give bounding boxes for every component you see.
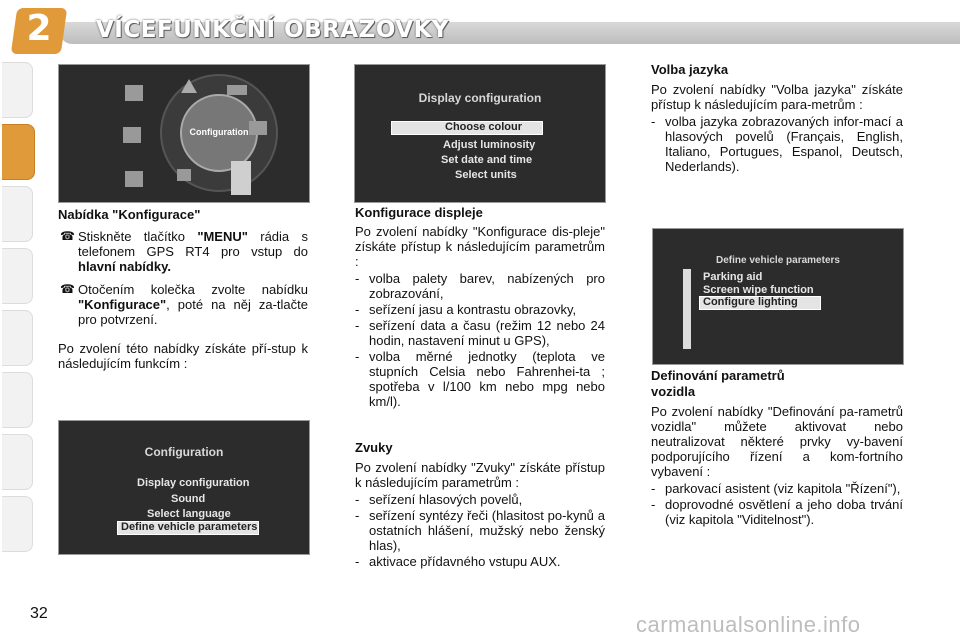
display-config-image <box>354 64 606 203</box>
chapter-tab[interactable] <box>2 186 33 242</box>
paragraph: Po zvolení nabídky "Definování pa-rametrů vozidla" můžete aktivovat nebo neutralizovat některé prvky vy-bavení podporujícího řízení a kom-fortního vybavení : <box>651 404 903 479</box>
chapter-tab[interactable] <box>2 496 33 552</box>
menu-item: Select units <box>455 169 517 181</box>
section-heading: Nabídka "Konfigurace" <box>58 207 201 222</box>
chapter-number: 2 <box>26 8 52 49</box>
section-heading: Definování parametrů vozidla <box>651 368 785 399</box>
section-konfigurace <box>58 207 308 371</box>
step-item: ☎ Stiskněte tlačítko "MENU" rádia s telefonem GPS RT4 pro vstup do hlavní nabídky. <box>60 229 308 274</box>
chapter-tab[interactable] <box>2 310 33 366</box>
wheel-center-label: Configuration <box>189 127 249 137</box>
section-sounds <box>355 440 605 570</box>
section-vehicle-params <box>651 368 903 528</box>
list-item: - aktivace přídavného vstupu AUX. <box>355 554 605 569</box>
screen-title: Define vehicle parameters <box>716 255 840 266</box>
step-list <box>58 229 308 327</box>
phone-icon: ☎ <box>60 229 75 243</box>
param-list <box>355 271 605 409</box>
menu-item: Parking aid <box>703 271 763 283</box>
chapter-tab[interactable] <box>2 434 33 490</box>
chapter-tab[interactable] <box>2 62 33 118</box>
paragraph: Po zvolení nabídky "Konfigurace dis-pleje" získáte přístup k následujícím parametrům : <box>355 224 605 269</box>
menu-item: Display configuration <box>137 477 250 489</box>
menu-item: Configure lighting <box>703 296 798 308</box>
section-language <box>651 62 903 175</box>
chapter-tab[interactable] <box>2 372 33 428</box>
param-list <box>355 492 605 569</box>
list-item: - volba palety barev, nabízených pro zobrazování, <box>355 271 605 301</box>
chapter-tab-active[interactable] <box>2 124 35 180</box>
watermark: carmanualsonline.info <box>636 612 861 637</box>
list-item: - volba měrné jednotky (teplota ve stupních Celsia nebo Fahrenhei-ta ; spotřeba v l/100 km nebo mpg nebo km/l). <box>355 349 605 409</box>
section-heading: Konfigurace displeje <box>355 205 483 220</box>
paragraph: Po zvolení nabídky "Zvuky" získáte přístup k následujícím parametrům : <box>355 460 605 490</box>
scrollbar <box>683 269 691 349</box>
section-heading: Volba jazyka <box>651 62 729 77</box>
page-title: VÍCEFUNKČNÍ OBRAZOVKY <box>96 17 450 43</box>
vehicle-params-image <box>652 228 904 365</box>
menu-item: Define vehicle parameters <box>121 521 258 533</box>
paragraph: Po zvolení této nabídky získáte pří-stup k následujícím funkcím : <box>58 341 308 371</box>
param-list <box>651 114 903 174</box>
list-item: - volba jazyka zobrazovaných infor-mací a hlasových povelů (Français, English, Italiano, Portugues, Espanol, Deutsch, Nederlands). <box>651 114 903 174</box>
wheel-menu-image <box>58 64 310 203</box>
phone-icon: ☎ <box>60 282 75 296</box>
list-item: - seřízení syntézy řeči (hlasitost po-kynů a ostatních hlášení, mužský nebo ženský hlas), <box>355 508 605 553</box>
list-item: - doprovodné osvětlení a jeho doba trvání (viz kapitola "Viditelnost"). <box>651 497 903 527</box>
paragraph: Po zvolení nabídky "Volba jazyka" získáte přístup k následujícím para-metrům : <box>651 82 903 112</box>
screen-title: Display configuration <box>418 91 542 105</box>
chapter-tab[interactable] <box>2 248 33 304</box>
screen-title: Configuration <box>144 445 224 459</box>
param-list <box>651 481 903 527</box>
menu-item: Choose colour <box>445 121 523 133</box>
page-number: 32 <box>30 605 48 622</box>
step-item: ☎ Otočením kolečka zvolte nabídku "Konfigurace", poté na něj za-tlačte pro potvrzení. <box>60 282 308 327</box>
list-item: - seřízení hlasových povelů, <box>355 492 605 507</box>
menu-item: Screen wipe function <box>703 284 814 296</box>
chapter-tabs <box>0 62 34 582</box>
list-item: - seřízení jasu a kontrastu obrazovky, <box>355 302 605 317</box>
configuration-image <box>58 420 310 555</box>
menu-item: Select language <box>147 508 231 520</box>
section-display-config <box>355 205 605 410</box>
menu-item: Sound <box>171 493 206 505</box>
list-item: - seřízení data a času (režim 12 nebo 24 hodin, nastavení minut u GPS), <box>355 318 605 348</box>
list-item: - parkovací asistent (viz kapitola "Řízení"), <box>651 481 903 496</box>
menu-item: Adjust luminosity <box>443 139 536 151</box>
menu-item: Set date and time <box>441 154 533 166</box>
section-heading: Zvuky <box>355 440 393 455</box>
